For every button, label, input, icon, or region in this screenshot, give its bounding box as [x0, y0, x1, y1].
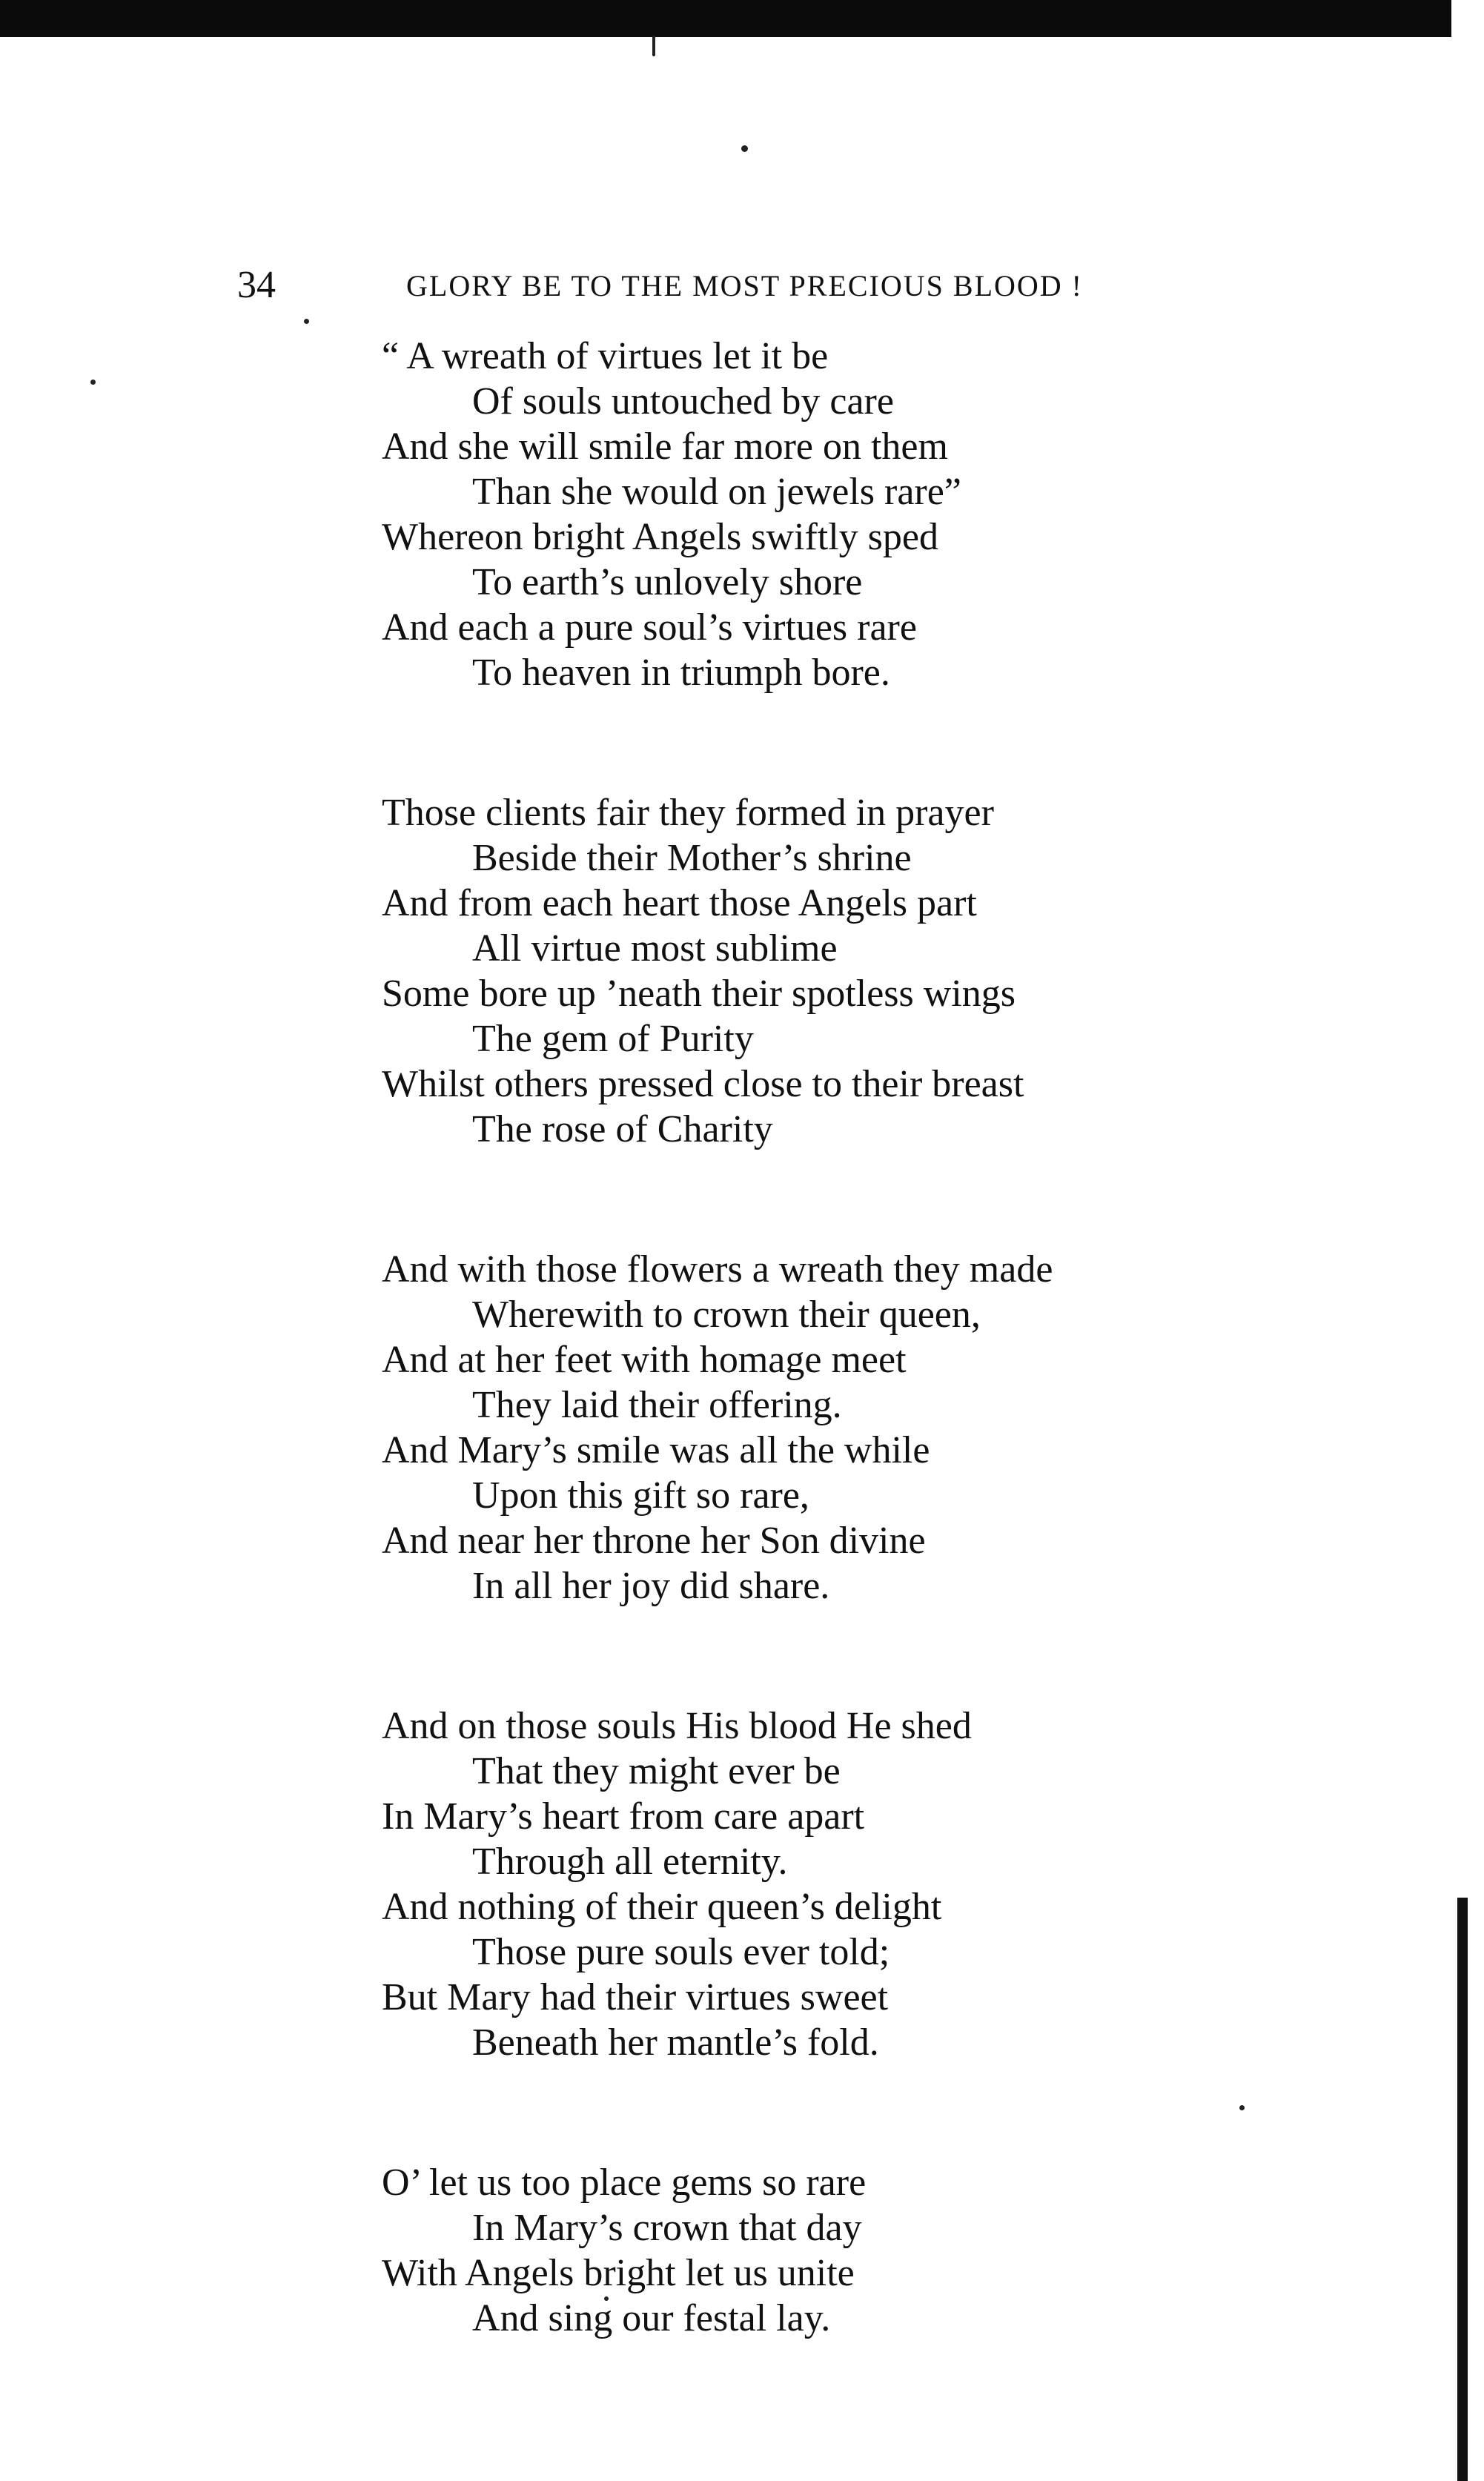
stanza-5 [382, 2160, 1286, 2341]
print-speck [741, 145, 748, 152]
print-speck [304, 319, 309, 324]
stanza-3 [382, 1247, 1286, 1609]
poem-line: Wherewith to crown their queen, [472, 1294, 981, 1336]
poem-line: And on those souls His blood He shed [382, 1705, 972, 1747]
poem-line: And near her throne her Son divine [382, 1520, 926, 1562]
poem-line: And Mary’s smile was all the while [382, 1429, 930, 1471]
poem-line: All virtue most sublime [472, 927, 838, 970]
stanza-1 [382, 334, 1286, 695]
poem-line: Of souls untouched by care [472, 380, 894, 423]
poem-line: And with those flowers a wreath they made [382, 1248, 1053, 1291]
poem-line: Through all eternity. [472, 1841, 788, 1883]
poem-line: The rose of Charity [472, 1108, 773, 1150]
page-number: 34 [237, 264, 276, 306]
poem-line: O’ let us too place gems so rare [382, 2162, 867, 2204]
poem-line: Beside their Mother’s shrine [472, 837, 912, 879]
poem-line: They laid their offering. [472, 1384, 842, 1426]
poem-line: Whilst others pressed close to their breast [382, 1063, 1024, 1105]
poem-line: Whereon bright Angels swiftly sped [382, 516, 938, 558]
poem-line: And each a pure soul’s virtues rare [382, 606, 917, 649]
poem-line: Beneath her mantle’s fold. [472, 2021, 879, 2064]
poem-line: And at her feet with homage meet [382, 1339, 907, 1381]
stanza-4 [382, 1703, 1286, 2065]
poem-line: In Mary’s heart from care apart [382, 1795, 865, 1838]
print-speck [652, 36, 655, 56]
poem-line: To heaven in triumph bore. [472, 652, 890, 694]
poem-line: In all her joy did share. [472, 1565, 830, 1607]
poem-line: Those pure souls ever told; [472, 1931, 890, 1973]
poem-line: In Mary’s crown that day [472, 2207, 862, 2249]
poem-line: Some bore up ’neath their spotless wings [382, 973, 1016, 1015]
stanza-2 [382, 790, 1286, 1152]
poem-line: And she will smile far more on them [382, 425, 948, 468]
right-page-edge-mark [1457, 1898, 1468, 2481]
poem-line: And from each heart those Angels part [382, 882, 977, 924]
top-border-rule [0, 0, 1451, 37]
print-speck [90, 380, 96, 385]
poem-line: Those clients fair they formed in prayer [382, 792, 994, 834]
poem [382, 334, 1286, 2436]
poem-line: The gem of Purity [472, 1018, 754, 1060]
poem-line: That they might ever be [472, 1750, 841, 1792]
poem-line: Upon this gift so rare, [472, 1474, 809, 1517]
poem-line: But Mary had their virtues sweet [382, 1976, 889, 2018]
poem-line: To earth’s unlovely shore [472, 561, 863, 603]
poem-line: With Angels bright let us unite [382, 2252, 855, 2294]
poem-line: And nothing of their queen’s delight [382, 1886, 942, 1928]
poem-line: And sing our festal lay. [472, 2297, 831, 2339]
page-header [237, 263, 1260, 308]
poem-line: “ A wreath of virtues let it be [382, 335, 829, 377]
poem-line: Than she would on jewels rare” [472, 471, 961, 513]
running-head: GLORY BE TO THE MOST PRECIOUS BLOOD ! [406, 269, 1083, 302]
